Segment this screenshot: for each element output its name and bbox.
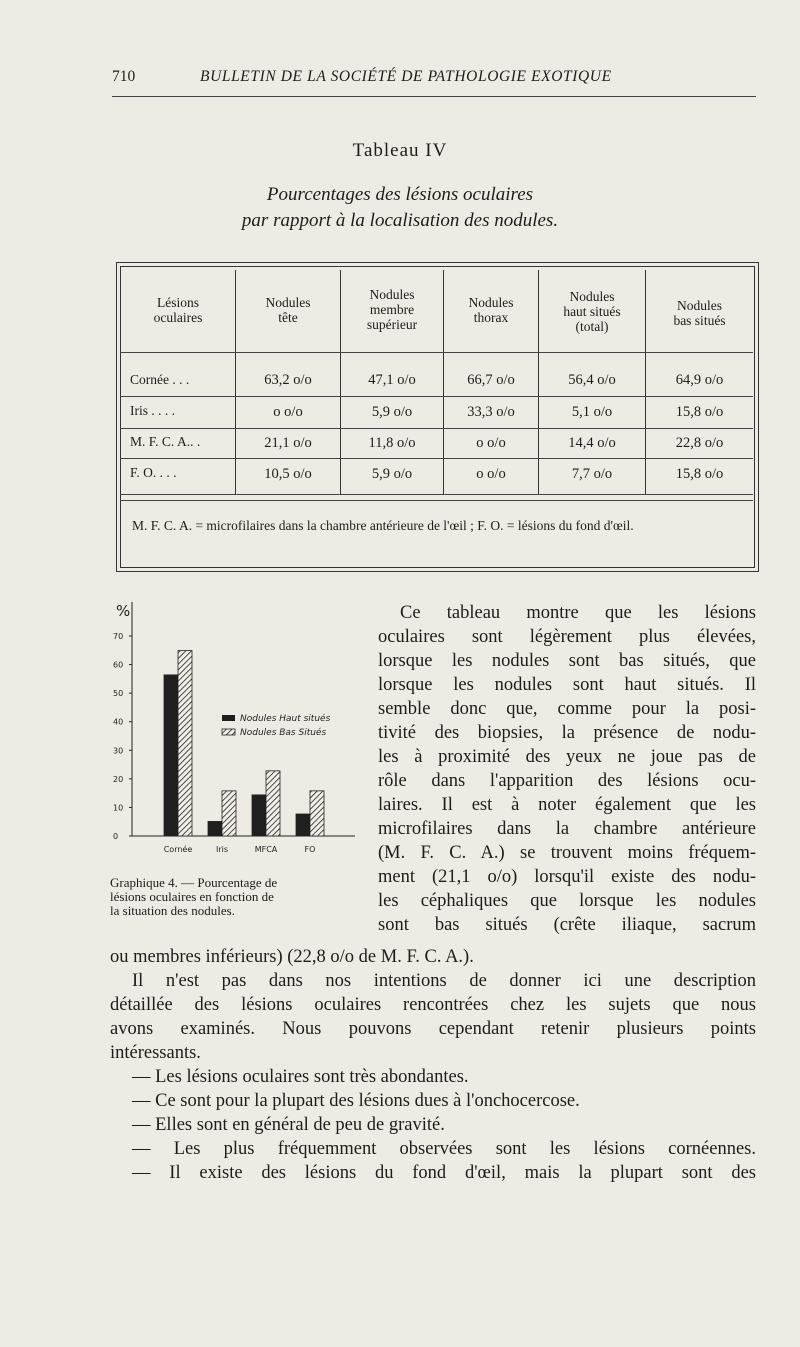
row-rule bbox=[120, 428, 753, 429]
y-tick-label: 10 bbox=[113, 803, 124, 813]
header-nodules-membre-superieur: Nodules membre supérieur bbox=[366, 287, 418, 332]
text-line: intéressants. bbox=[110, 1043, 201, 1063]
table-cell: 64,9 o/o bbox=[675, 372, 724, 388]
row-rule bbox=[120, 458, 753, 459]
text-line: semble donc que, comme pour la posi- bbox=[378, 699, 756, 719]
table-cell: 47,1 o/o bbox=[368, 372, 416, 388]
text-line: — Il existe des lésions du fond d'œil, mais la plupart sont des bbox=[132, 1163, 756, 1183]
bar-haut-iris bbox=[208, 821, 222, 836]
row-label-cornee: Cornée . . . bbox=[130, 372, 190, 387]
bar-chart bbox=[110, 596, 365, 858]
header-rule bbox=[112, 96, 756, 97]
journal-title: BULLETIN DE LA SOCIÉTÉ DE PATHOLOGIE EXOTIQUE bbox=[200, 68, 612, 85]
header-nodules-thorax: Nodules thorax bbox=[468, 295, 514, 325]
table-title: Tableau IV bbox=[352, 140, 448, 161]
legend-swatch-haut bbox=[222, 715, 235, 721]
row-label-iris: Iris . . . . bbox=[130, 403, 175, 418]
text-line: — Ce sont pour la plupart des lésions dues à l'onchocercose. bbox=[132, 1091, 580, 1111]
page-number: 710 bbox=[112, 68, 136, 85]
table-cell: 66,7 o/o bbox=[467, 372, 515, 388]
table-body-rule bbox=[120, 500, 753, 501]
text-line: Il n'est pas dans nos intentions de donner ici une description bbox=[132, 971, 756, 991]
y-tick-label: 20 bbox=[113, 774, 124, 784]
header-nodules-bas-situes: Nodules bas situés bbox=[673, 298, 726, 328]
y-tick-label: 0 bbox=[113, 832, 119, 841]
header-nodules-tete: Nodules tête bbox=[265, 295, 311, 325]
table-cell: o o/o bbox=[476, 466, 506, 482]
text-line: oculaires sont légèrement plus élevées, bbox=[378, 627, 756, 647]
text-line: lorsque les nodules sont haut situés. Il bbox=[378, 675, 756, 695]
table-subtitle-line1: Pourcentages des lésions oculaires bbox=[266, 184, 534, 205]
row-label-mfca: M. F. C. A.. . bbox=[130, 434, 201, 449]
bar-bas-cornée bbox=[178, 651, 192, 836]
x-tick-label: MFCA bbox=[254, 845, 278, 854]
text-line: — Les plus fréquemment observées sont les lésions cornéennes. bbox=[132, 1139, 756, 1159]
table-footnote: M. F. C. A. = microfilaires dans la chambre antérieure de l'œil ; F. O. = lésions du fond d'œil. bbox=[132, 518, 634, 533]
paragraph-right-column bbox=[378, 601, 756, 937]
text-line: avons examinés. Nous pouvons cependant retenir plusieurs points bbox=[110, 1019, 756, 1039]
y-tick-label: 60 bbox=[113, 660, 124, 670]
legend-label-bas: Nodules Bas Situés bbox=[240, 728, 327, 738]
text-line: — Elles sont en général de peu de gravité. bbox=[132, 1115, 445, 1135]
table-cell: 15,8 o/o bbox=[675, 466, 724, 482]
table-cell: 5,1 o/o bbox=[571, 404, 613, 420]
x-tick-label: FO bbox=[304, 845, 316, 854]
bar-bas-iris bbox=[222, 791, 236, 836]
table-cell: 5,9 o/o bbox=[371, 404, 413, 420]
text-line: détaillée des lésions oculaires rencontrées chez les sujets que nous bbox=[110, 995, 756, 1015]
table-cell: 11,8 o/o bbox=[368, 435, 416, 451]
paragraph-full-width bbox=[110, 945, 756, 1185]
text-line: Ce tableau montre que les lésions bbox=[400, 603, 756, 623]
bar-bas-mfca bbox=[266, 771, 280, 836]
table-cell: 15,8 o/o bbox=[675, 404, 724, 420]
table-cell: 7,7 o/o bbox=[571, 466, 613, 482]
y-tick-label: 70 bbox=[113, 632, 124, 641]
table-cell: o o/o bbox=[273, 404, 303, 420]
text-line: les céphaliques que lorsque les nodules bbox=[378, 891, 756, 911]
y-tick-label: 30 bbox=[113, 746, 124, 756]
row-label-fo: F. O. . . . bbox=[130, 465, 177, 480]
table-cell: 14,4 o/o bbox=[568, 435, 616, 451]
text-line: lorsque les nodules sont bas situés, que bbox=[378, 651, 756, 671]
text-line: microfilaires dans la chambre antérieure bbox=[378, 819, 756, 839]
text-line: laires. Il est à noter également que les bbox=[378, 795, 756, 815]
table-cell: 10,5 o/o bbox=[264, 466, 312, 482]
text-line: les à proximité des yeux ne joue pas de bbox=[378, 747, 756, 767]
bar-haut-fo bbox=[296, 814, 310, 836]
x-tick-label: Iris bbox=[215, 845, 229, 854]
header-nodules-haut-situes: Nodules haut situés (total) bbox=[563, 289, 621, 334]
y-tick-label: 40 bbox=[113, 717, 124, 727]
text-line: — Les lésions oculaires sont très abondantes. bbox=[132, 1067, 469, 1087]
text-line: rôle dans l'apparition des lésions ocu- bbox=[378, 771, 756, 791]
y-axis-label: % bbox=[116, 602, 131, 620]
legend-label-haut: Nodules Haut situés bbox=[240, 714, 331, 724]
text-line: tivité des biopsies, la présence de nodu- bbox=[378, 723, 756, 743]
table-cell: 33,3 o/o bbox=[467, 404, 515, 420]
text-line: sont bas situés (crête iliaque, sacrum bbox=[378, 915, 756, 935]
table-cell: 63,2 o/o bbox=[264, 372, 312, 388]
text-line: ou membres inférieurs) (22,8 o/o de M. F. C. A.). bbox=[110, 947, 474, 967]
table-subtitle-line2: par rapport à la localisation des nodules. bbox=[241, 210, 559, 231]
table-cell: 22,8 o/o bbox=[675, 435, 724, 451]
legend-swatch-bas bbox=[222, 729, 235, 735]
figure-caption: Graphique 4. — Pourcentage de lésions oculaires en fonction de la situation des nodules. bbox=[110, 875, 278, 918]
table-cell: 5,9 o/o bbox=[371, 466, 413, 482]
table-body-rule bbox=[120, 494, 753, 495]
bar-bas-fo bbox=[310, 791, 324, 836]
x-tick-label: Cornée bbox=[163, 845, 193, 854]
row-rule bbox=[120, 396, 753, 397]
text-line: (M. F. C. A.) se trouvent moins fréquem- bbox=[378, 843, 756, 863]
header-lesions: Lésions oculaires bbox=[153, 295, 203, 325]
y-tick-label: 50 bbox=[113, 689, 124, 699]
table-cell: 56,4 o/o bbox=[568, 372, 616, 388]
bar-haut-mfca bbox=[252, 795, 266, 836]
bar-haut-cornée bbox=[164, 675, 178, 836]
table-cell: o o/o bbox=[476, 435, 506, 451]
header-row-rule bbox=[120, 352, 753, 353]
text-line: ment (21,1 o/o) lorsqu'il existe des nodu- bbox=[378, 867, 756, 887]
table-cell: 21,1 o/o bbox=[264, 435, 312, 451]
